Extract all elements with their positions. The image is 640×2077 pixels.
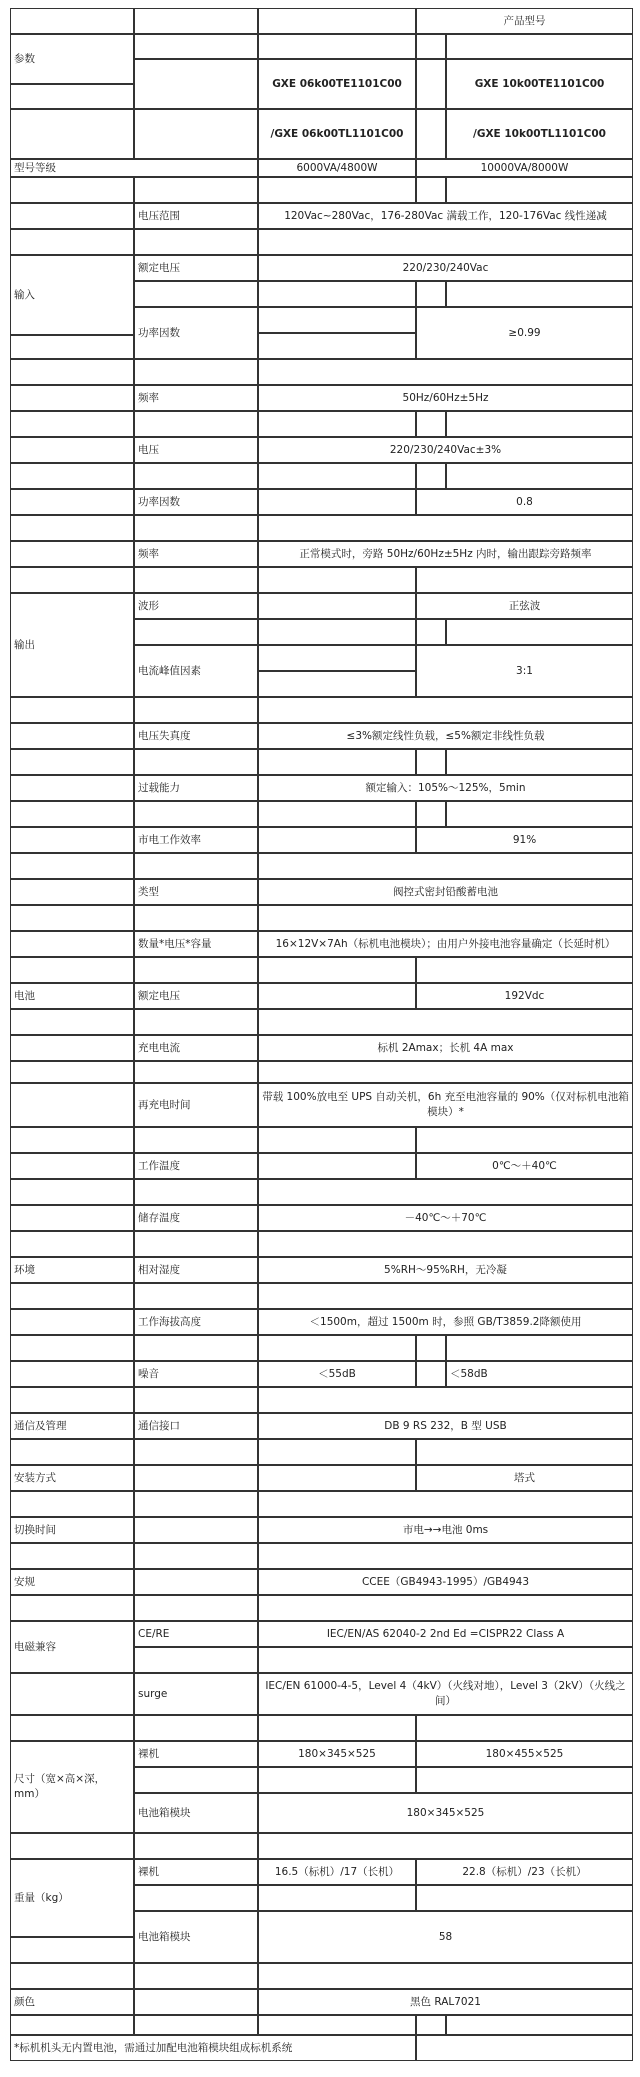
blank-cell	[258, 489, 416, 515]
blank-cell	[416, 801, 446, 827]
env-altitude-label: 工作海拔高度	[134, 1309, 258, 1335]
blank-cell	[446, 801, 633, 827]
blank-cell	[10, 1673, 134, 1715]
blank-cell	[10, 489, 134, 515]
blank-cell	[258, 697, 633, 723]
blank-cell	[10, 177, 134, 203]
blank-cell	[258, 801, 416, 827]
blank-cell	[10, 1833, 134, 1859]
blank-cell	[10, 1439, 134, 1465]
blank-cell	[134, 905, 258, 931]
safety-section-label: 安规	[10, 1569, 134, 1595]
blank-cell	[258, 1465, 416, 1491]
output-freq-label: 频率	[134, 541, 258, 567]
blank-cell	[10, 957, 134, 983]
output-efficiency-value: 91%	[416, 827, 633, 853]
dims-bare-label: 裸机	[134, 1741, 258, 1767]
battery-charge-current-label: 充电电流	[134, 1035, 258, 1061]
output-overload-label: 过载能力	[134, 775, 258, 801]
blank-cell	[10, 1061, 134, 1083]
blank-cell	[258, 307, 416, 333]
env-storage-temp-label: 储存温度	[134, 1205, 258, 1231]
blank-cell	[10, 8, 134, 34]
emc-cere-label: CE/RE	[134, 1621, 258, 1647]
blank-cell	[134, 1283, 258, 1309]
emc-surge-value: IEC/EN 61000-4-5，Level 4（4kV）（火线对地），Level 3（2kV）（火线之间）	[258, 1673, 633, 1715]
blank-cell	[416, 281, 446, 307]
blank-cell	[416, 1127, 633, 1153]
color-value: 黑色 RAL7021	[258, 1989, 633, 2015]
env-noise-10k: ＜58dB	[446, 1361, 633, 1387]
model-te-10k: GXE 10k00TE1101C00	[446, 59, 633, 109]
blank-cell	[446, 2015, 633, 2035]
env-humidity-value: 5%RH～95%RH，无冷凝	[258, 1257, 633, 1283]
weight-bare-10k: 22.8（标机）/23（长机）	[416, 1859, 633, 1885]
env-storage-temp-value: －40℃～＋70℃	[258, 1205, 633, 1231]
blank-cell	[10, 385, 134, 411]
blank-cell	[416, 1439, 633, 1465]
blank-cell	[134, 1767, 258, 1793]
color-section-label: 颜色	[10, 1989, 134, 2015]
blank-cell	[134, 853, 258, 879]
blank-cell	[258, 1231, 633, 1257]
blank-cell	[416, 1885, 633, 1911]
comm-section-label: 通信及管理	[10, 1413, 134, 1439]
blank-cell	[10, 723, 134, 749]
battery-section-label: 电池	[10, 983, 134, 1009]
blank-cell	[258, 515, 633, 541]
blank-cell	[446, 1335, 633, 1361]
blank-cell	[446, 411, 633, 437]
weight-bare-6k: 16.5（标机）/17（长机）	[258, 1859, 416, 1885]
blank-cell	[10, 1179, 134, 1205]
comm-port-value: DB 9 RS 232，B 型 USB	[258, 1413, 633, 1439]
blank-cell	[258, 593, 416, 619]
blank-cell	[258, 983, 416, 1009]
output-section-label: 输出	[10, 593, 134, 697]
rating-label: 型号等级	[10, 159, 258, 177]
output-pf-value: 0.8	[416, 489, 633, 515]
input-rated-voltage-value: 220/230/240Vac	[258, 255, 633, 281]
output-pf-label: 功率因数	[134, 489, 258, 515]
blank-cell	[10, 463, 134, 489]
model-te-6k: GXE 06k00TE1101C00	[258, 59, 416, 109]
safety-value: CCEE（GB4943-1995）/GB4943	[258, 1569, 633, 1595]
blank-cell	[416, 1361, 446, 1387]
output-voltage-label: 电压	[134, 437, 258, 463]
weight-box-label: 电池箱模块	[134, 1911, 258, 1963]
blank-cell	[10, 905, 134, 931]
blank-cell	[258, 411, 416, 437]
input-pf-value: ≥0.99	[416, 307, 633, 359]
blank-cell	[258, 905, 633, 931]
blank-cell	[134, 1989, 258, 2015]
blank-cell	[134, 1061, 258, 1083]
blank-cell	[134, 1009, 258, 1035]
blank-cell	[258, 1767, 416, 1793]
blank-cell	[258, 229, 633, 255]
blank-cell	[134, 957, 258, 983]
dims-bare-6k: 180×345×525	[258, 1741, 416, 1767]
blank-cell	[258, 34, 416, 59]
blank-cell	[258, 1061, 633, 1083]
input-rated-voltage-label: 额定电压	[134, 255, 258, 281]
input-voltage-range-label: 电压范围	[134, 203, 258, 229]
blank-cell	[134, 1335, 258, 1361]
blank-cell	[416, 1767, 633, 1793]
blank-cell	[10, 411, 134, 437]
blank-cell	[10, 1361, 134, 1387]
battery-recharge-value: 带载 100%放电至 UPS 自动关机，6h 充至电池容量的 90%（仅对标机电池箱模块）*	[258, 1083, 633, 1127]
input-section-label: 输入	[10, 255, 134, 335]
blank-cell	[10, 1083, 134, 1127]
output-thd-value: ≤3%额定线性负载，≤5%额定非线性负载	[258, 723, 633, 749]
blank-cell	[134, 1715, 258, 1741]
blank-cell	[10, 879, 134, 905]
rating-6k: 6000VA/4800W	[258, 159, 416, 177]
blank-cell	[258, 463, 416, 489]
blank-cell	[10, 1009, 134, 1035]
blank-cell	[10, 697, 134, 723]
blank-cell	[10, 1231, 134, 1257]
blank-cell	[134, 359, 258, 385]
weight-bare-label: 裸机	[134, 1859, 258, 1885]
blank-cell	[416, 59, 446, 109]
blank-cell	[258, 177, 416, 203]
blank-cell	[416, 957, 633, 983]
output-overload-value: 额定输入：105%～125%，5min	[258, 775, 633, 801]
blank-cell	[258, 1963, 633, 1989]
battery-rated-voltage-value: 192Vdc	[416, 983, 633, 1009]
blank-cell	[134, 109, 258, 159]
dims-bare-10k: 180×455×525	[416, 1741, 633, 1767]
blank-cell	[134, 1127, 258, 1153]
blank-cell	[10, 203, 134, 229]
blank-cell	[258, 645, 416, 671]
comm-port-label: 通信接口	[134, 1413, 258, 1439]
output-crest-value: 3:1	[416, 645, 633, 697]
blank-cell	[134, 1963, 258, 1989]
footnote: *标机机头无内置电池，需通过加配电池箱模块组成标机系统	[10, 2035, 416, 2061]
output-wave-value: 正弦波	[416, 593, 633, 619]
blank-cell	[134, 1439, 258, 1465]
input-pf-label: 功率因数	[134, 307, 258, 359]
blank-cell	[416, 749, 446, 775]
blank-cell	[416, 411, 446, 437]
blank-cell	[10, 1035, 134, 1061]
blank-cell	[10, 1387, 134, 1413]
blank-cell	[134, 1387, 258, 1413]
blank-cell	[258, 1715, 416, 1741]
params-label: 参数	[10, 34, 134, 84]
blank-cell	[416, 619, 446, 645]
blank-cell	[258, 749, 416, 775]
blank-cell	[258, 1153, 416, 1179]
blank-cell	[10, 1205, 134, 1231]
blank-cell	[10, 1127, 134, 1153]
blank-cell	[258, 1647, 633, 1673]
battery-type-value: 阀控式密封铅酸蓄电池	[258, 879, 633, 905]
blank-cell	[258, 333, 416, 359]
blank-cell	[10, 437, 134, 463]
blank-cell	[134, 8, 258, 34]
blank-cell	[134, 34, 258, 59]
blank-cell	[258, 1179, 633, 1205]
blank-cell	[258, 1335, 416, 1361]
blank-cell	[258, 619, 416, 645]
blank-cell	[416, 2035, 633, 2061]
blank-cell	[416, 109, 446, 159]
blank-cell	[416, 177, 446, 203]
blank-cell	[416, 1715, 633, 1741]
blank-cell	[416, 1335, 446, 1361]
blank-cell	[416, 34, 446, 59]
blank-cell	[258, 1387, 633, 1413]
blank-cell	[10, 1543, 134, 1569]
blank-cell	[134, 1231, 258, 1257]
blank-cell	[10, 1309, 134, 1335]
blank-cell	[416, 567, 633, 593]
install-value: 塔式	[416, 1465, 633, 1491]
blank-cell	[446, 463, 633, 489]
blank-cell	[416, 2015, 446, 2035]
blank-cell	[134, 1833, 258, 1859]
blank-cell	[258, 567, 416, 593]
blank-cell	[134, 1517, 258, 1543]
blank-cell	[10, 853, 134, 879]
blank-cell	[134, 515, 258, 541]
blank-cell	[258, 1543, 633, 1569]
blank-cell	[10, 567, 134, 593]
blank-cell	[258, 1491, 633, 1517]
blank-cell	[10, 775, 134, 801]
blank-cell	[134, 281, 258, 307]
blank-cell	[134, 567, 258, 593]
dims-box-label: 电池箱模块	[134, 1793, 258, 1833]
install-section-label: 安装方式	[10, 1465, 134, 1491]
battery-recharge-label: 再充电时间	[134, 1083, 258, 1127]
blank-cell	[134, 2015, 258, 2035]
battery-type-label: 类型	[134, 879, 258, 905]
blank-cell	[258, 1595, 633, 1621]
blank-cell	[416, 463, 446, 489]
output-freq-value: 正常模式时，旁路 50Hz/60Hz±5Hz 内时，输出跟踪旁路频率	[258, 541, 633, 567]
blank-cell	[10, 1335, 134, 1361]
blank-cell	[10, 749, 134, 775]
blank-cell	[134, 1595, 258, 1621]
battery-rated-voltage-label: 额定电压	[134, 983, 258, 1009]
blank-cell	[10, 1491, 134, 1517]
rating-10k: 10000VA/8000W	[416, 159, 633, 177]
emc-surge-label: surge	[134, 1673, 258, 1715]
blank-cell	[134, 1543, 258, 1569]
emc-cere-value: IEC/EN/AS 62040-2 2nd Ed =CISPR22 Class A	[258, 1621, 633, 1647]
blank-cell	[134, 177, 258, 203]
blank-cell	[10, 84, 134, 109]
blank-cell	[134, 1179, 258, 1205]
blank-cell	[258, 2015, 416, 2035]
output-crest-label: 电流峰值因素	[134, 645, 258, 697]
blank-cell	[258, 671, 416, 697]
dims-section-label: 尺寸（宽×高×深，mm）	[10, 1741, 134, 1833]
blank-cell	[134, 463, 258, 489]
blank-cell	[10, 1963, 134, 1989]
blank-cell	[258, 957, 416, 983]
blank-cell	[134, 1569, 258, 1595]
blank-cell	[446, 619, 633, 645]
blank-cell	[134, 1647, 258, 1673]
input-freq-value: 50Hz/60Hz±5Hz	[258, 385, 633, 411]
blank-cell	[134, 1491, 258, 1517]
blank-cell	[10, 1715, 134, 1741]
output-thd-label: 电压失真度	[134, 723, 258, 749]
blank-cell	[258, 1009, 633, 1035]
blank-cell	[446, 177, 633, 203]
output-efficiency-label: 市电工作效率	[134, 827, 258, 853]
blank-cell	[10, 359, 134, 385]
transfer-value: 市电→→电池 0ms	[258, 1517, 633, 1543]
blank-cell	[134, 619, 258, 645]
blank-cell	[10, 541, 134, 567]
blank-cell	[134, 697, 258, 723]
blank-cell	[258, 1283, 633, 1309]
env-noise-label: 噪音	[134, 1361, 258, 1387]
blank-cell	[10, 2015, 134, 2035]
blank-cell	[258, 281, 416, 307]
model-tl-6k: /GXE 06k00TL1101C00	[258, 109, 416, 159]
blank-cell	[10, 515, 134, 541]
blank-cell	[134, 1465, 258, 1491]
env-altitude-value: ＜1500m，超过 1500m 时，参照 GB/T3859.2降额使用	[258, 1309, 633, 1335]
output-voltage-value: 220/230/240Vac±3%	[258, 437, 633, 463]
blank-cell	[446, 34, 633, 59]
blank-cell	[134, 749, 258, 775]
dims-box-value: 180×345×525	[258, 1793, 633, 1833]
blank-cell	[10, 931, 134, 957]
blank-cell	[134, 59, 258, 109]
blank-cell	[258, 1885, 416, 1911]
blank-cell	[258, 827, 416, 853]
battery-qty-label: 数量*电压*容量	[134, 931, 258, 957]
blank-cell	[10, 1283, 134, 1309]
blank-cell	[10, 1937, 134, 1963]
blank-cell	[134, 801, 258, 827]
model-tl-10k: /GXE 10k00TL1101C00	[446, 109, 633, 159]
blank-cell	[258, 1439, 416, 1465]
env-section-label: 环境	[10, 1257, 134, 1283]
battery-charge-current-value: 标机 2Amax；长机 4A max	[258, 1035, 633, 1061]
blank-cell	[258, 8, 416, 34]
env-noise-6k: ＜55dB	[258, 1361, 416, 1387]
input-freq-label: 频率	[134, 385, 258, 411]
blank-cell	[258, 853, 633, 879]
blank-cell	[134, 411, 258, 437]
transfer-section-label: 切换时间	[10, 1517, 134, 1543]
blank-cell	[10, 335, 134, 359]
blank-cell	[258, 1127, 416, 1153]
blank-cell	[134, 1885, 258, 1911]
blank-cell	[10, 1595, 134, 1621]
blank-cell	[10, 1153, 134, 1179]
blank-cell	[134, 229, 258, 255]
env-op-temp-value: 0℃～＋40℃	[416, 1153, 633, 1179]
blank-cell	[258, 1833, 633, 1859]
battery-qty-value: 16×12V×7Ah（标机电池模块）；由用户外接电池容量确定（长延时机）	[258, 931, 633, 957]
blank-cell	[446, 749, 633, 775]
input-voltage-range-value: 120Vac~280Vac，176-280Vac 满载工作，120-176Vac 线性递减	[258, 203, 633, 229]
weight-section-label: 重量（kg）	[10, 1859, 134, 1937]
blank-cell	[446, 281, 633, 307]
blank-cell	[10, 109, 134, 159]
output-wave-label: 波形	[134, 593, 258, 619]
emc-section-label: 电磁兼容	[10, 1621, 134, 1673]
blank-cell	[10, 229, 134, 255]
env-humidity-label: 相对湿度	[134, 1257, 258, 1283]
weight-box-value: 58	[258, 1911, 633, 1963]
blank-cell	[258, 359, 633, 385]
env-op-temp-label: 工作温度	[134, 1153, 258, 1179]
blank-cell	[10, 801, 134, 827]
header-title: 产品型号	[416, 8, 633, 34]
blank-cell	[10, 827, 134, 853]
